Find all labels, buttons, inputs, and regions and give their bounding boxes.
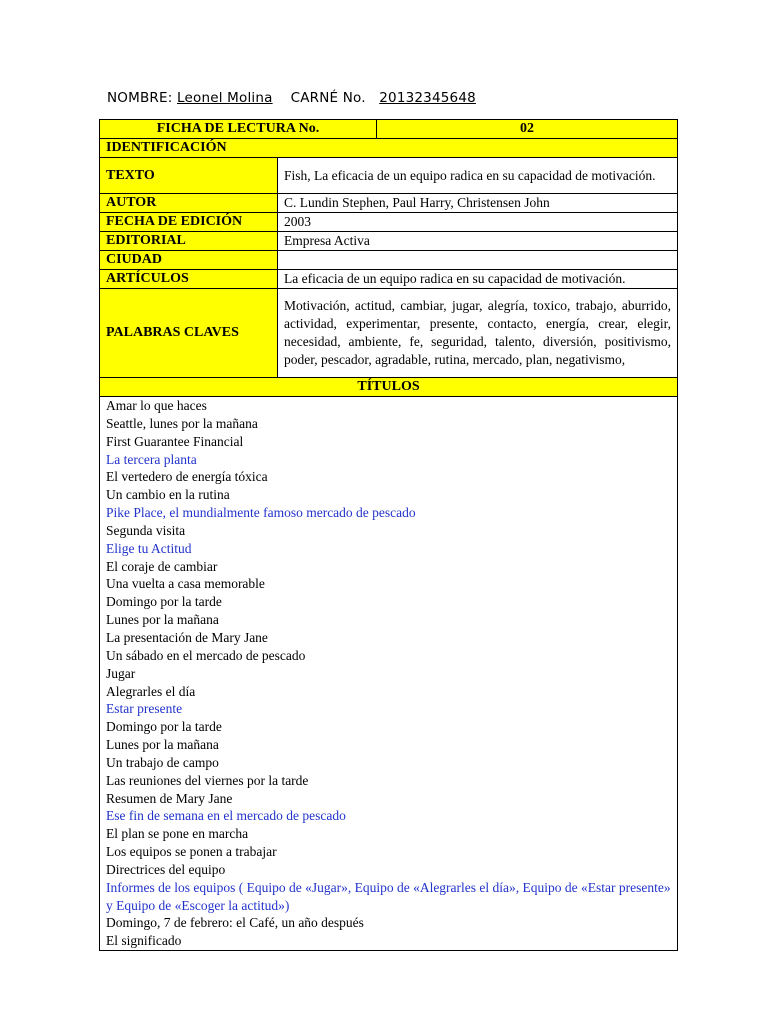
titulo-item: Segunda visita [106, 522, 186, 538]
titulo-item: Una vuelta a casa memorable [106, 576, 265, 592]
titulo-item-link[interactable]: Informes de los equipos ( Equipo de «Jugar», Equipo de «Alegrarles el día», Equipo de «Estar presente» y Equipo de «Escoger la actitud») [106, 879, 671, 913]
fecha-row [100, 213, 678, 232]
palabras-row [100, 289, 678, 378]
titulo-item-link[interactable]: Ese fin de semana en el mercado de pescado [106, 808, 346, 824]
titulo-item: Un sábado en el mercado de pescado [106, 647, 306, 663]
titulo-item: Domingo por la tarde [106, 594, 222, 610]
carne-value: 20132345648 [379, 90, 476, 106]
titulo-item: Amar lo que haces [106, 398, 207, 413]
titulo-item: Lunes por la mañana [106, 612, 219, 628]
titulo-item: Lunes por la mañana [106, 737, 219, 753]
ciudad-label: CIUDAD [100, 251, 278, 270]
titulos-heading: TÍTULOS [100, 378, 678, 397]
titulo-item: Un trabajo de campo [106, 754, 219, 770]
titulo-item-link[interactable]: Elige tu Actitud [106, 540, 192, 556]
titulo-item: El plan se pone en marcha [106, 826, 249, 842]
titulo-item: Domingo por la tarde [106, 719, 222, 735]
titulo-item: Resumen de Mary Jane [106, 790, 233, 806]
name-label: NOMBRE: [107, 90, 173, 106]
titulo-item: Domingo, 7 de febrero: el Café, un año después [106, 915, 364, 931]
ciudad-row [100, 251, 678, 270]
titulo-item: Un cambio en la rutina [106, 487, 230, 503]
fecha-label: FECHA DE EDICIÓN [100, 213, 278, 232]
ficha-number: 02 [377, 120, 678, 139]
articulos-value: La eficacia de un equipo radica en su capacidad de motivación. [278, 270, 678, 289]
titulos-list-row [100, 397, 678, 951]
autor-row [100, 194, 678, 213]
identificacion-row [100, 139, 678, 158]
titulo-item-link[interactable]: Estar presente [106, 701, 183, 717]
titulo-item: La presentación de Mary Jane [106, 629, 268, 645]
articulos-row [100, 270, 678, 289]
identificacion-heading: IDENTIFICACIÓN [100, 139, 678, 158]
titulo-item-link[interactable]: Pike Place, el mundialmente famoso mercado de pescado [106, 505, 416, 521]
titulo-item: Seattle, lunes por la mañana [106, 415, 258, 431]
fecha-value: 2003 [278, 213, 678, 232]
texto-label: TEXTO [100, 158, 278, 194]
titulo-item: First Guarantee Financial [106, 433, 244, 449]
ciudad-value [278, 251, 678, 270]
titulo-item: El coraje de cambiar [106, 558, 218, 574]
ficha-table [99, 119, 678, 951]
titulo-item: Directrices del equipo [106, 861, 226, 877]
articulos-label: ARTÍCULOS [100, 270, 278, 289]
palabras-value: Motivación, actitud, cambiar, jugar, alegría, toxico, trabajo, aburrido, actividad, experimentar, presente, contacto, energía, crear, elegir, necesidad, ambiente, fe, seguridad, talento, diversión, positivismo, poder, pescador, agradable, rutina, mercado, plan, negativismo, [278, 289, 678, 378]
titulo-item-link[interactable]: La tercera planta [106, 451, 197, 467]
editorial-label: EDITORIAL [100, 232, 278, 251]
titulos-list [100, 397, 678, 951]
titulo-item: El significado [106, 933, 182, 949]
palabras-label: PALABRAS CLAVES [100, 289, 278, 378]
texto-row [100, 158, 678, 194]
editorial-row [100, 232, 678, 251]
autor-label: AUTOR [100, 194, 278, 213]
ficha-title-label: FICHA DE LECTURA No. [100, 120, 377, 139]
header-line [107, 90, 476, 106]
titulo-item: Los equipos se ponen a trabajar [106, 844, 277, 860]
autor-value: C. Lundin Stephen, Paul Harry, Christensen John [278, 194, 678, 213]
titulos-heading-row [100, 378, 678, 397]
ficha-title-row [100, 120, 678, 139]
titulo-item: Las reuniones del viernes por la tarde [106, 772, 309, 788]
editorial-value: Empresa Activa [278, 232, 678, 251]
titulo-item: Alegrarles el día [106, 683, 196, 699]
carne-label: CARNÉ No. [290, 90, 366, 106]
titulo-item: El vertedero de energía tóxica [106, 469, 268, 485]
name-value: Leonel Molina [177, 90, 273, 106]
titulo-item: Jugar [106, 665, 136, 681]
texto-value: Fish, La eficacia de un equipo radica en su capacidad de motivación. [278, 158, 678, 194]
